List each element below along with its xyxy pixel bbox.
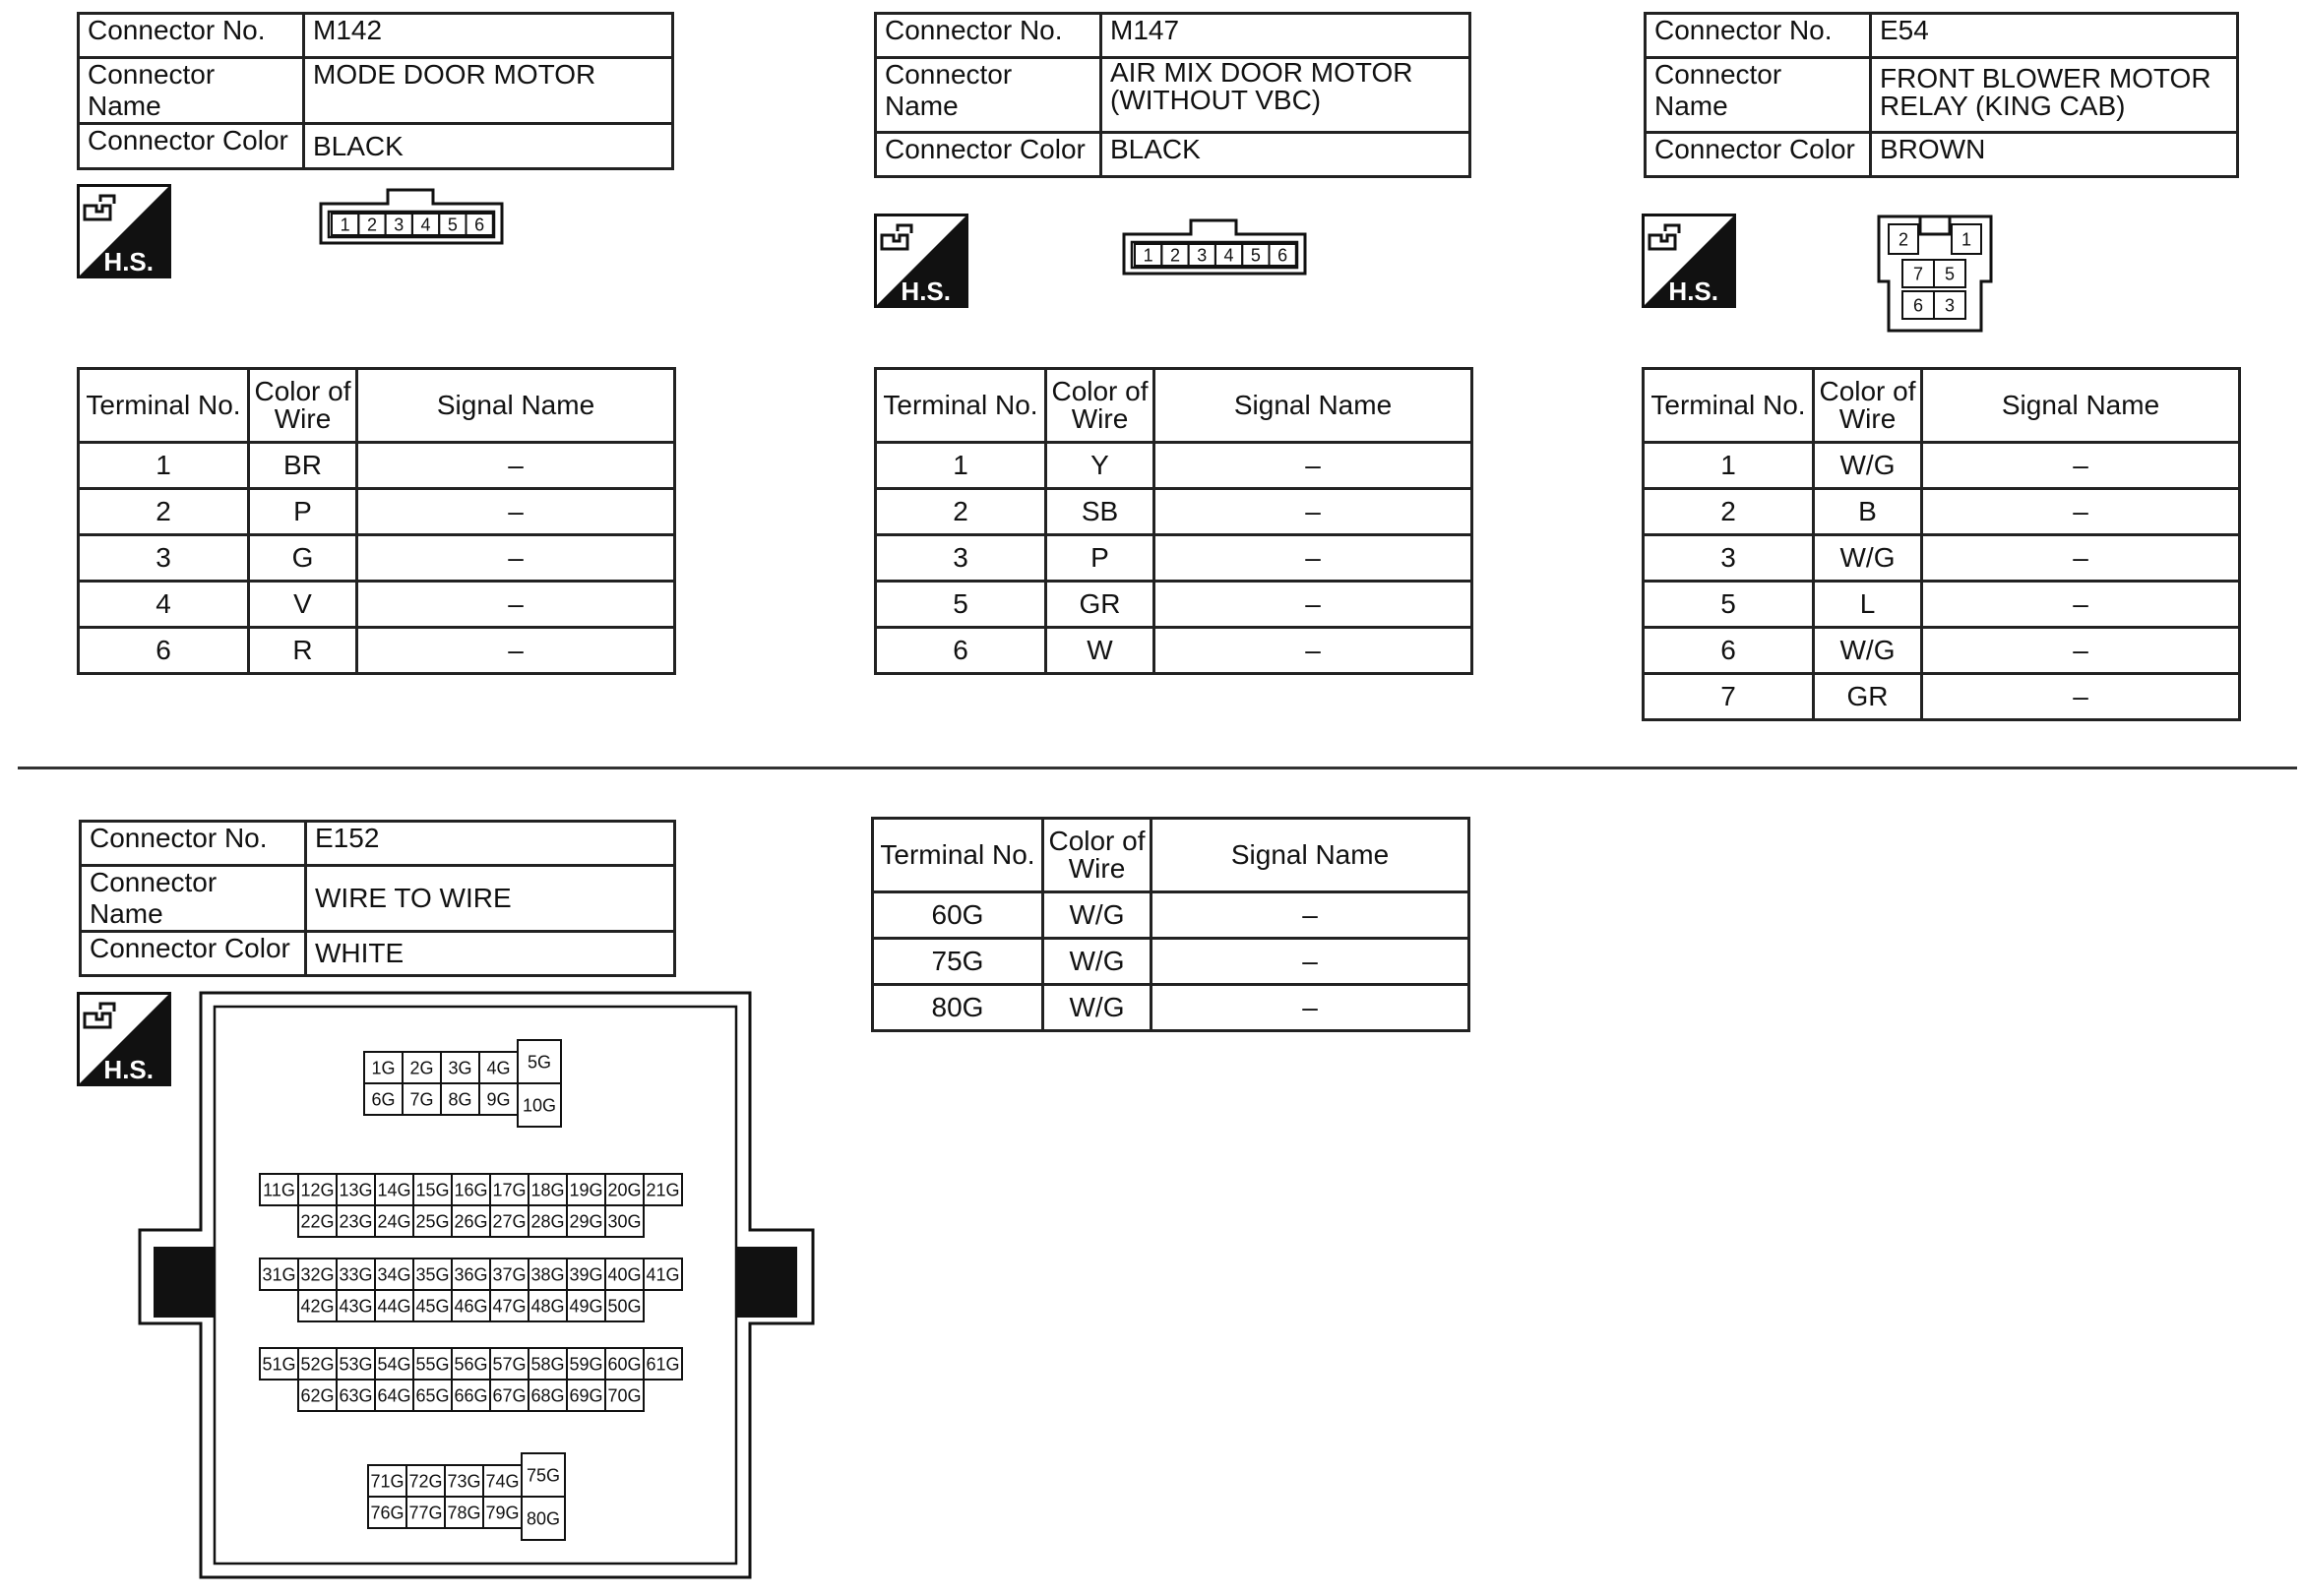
connector-info-e54: Connector No. E54 Connector Name FRONT BLOWER MOTOR RELAY (KING CAB) Connector Color BROWN (1644, 12, 2239, 178)
connector-no-value: M142 (304, 14, 673, 58)
harness-side-icon (1642, 214, 1736, 308)
pin-label: 65G (415, 1385, 450, 1406)
connector-name-label: Connector Name (876, 58, 1101, 133)
pin-label: 21G (646, 1180, 680, 1200)
connector-info-m142 (77, 12, 674, 170)
pin-label: 7 (1912, 264, 1924, 284)
pin-label: 59G (569, 1354, 603, 1375)
pin-label: 78G (447, 1503, 481, 1523)
pin-label: 12G (300, 1180, 335, 1200)
table-row: 4 V – (79, 582, 675, 628)
pin-label: 37G (492, 1264, 527, 1285)
pin-label: 9G (486, 1089, 511, 1110)
connector-name-label: Connector Name (79, 58, 304, 124)
pin-label: 1 (1143, 245, 1153, 266)
table-row: 5 GR – (876, 582, 1472, 628)
pin-label: 18G (530, 1180, 565, 1200)
pin-label: 42G (300, 1296, 335, 1317)
pin-label: 51G (262, 1354, 296, 1375)
connector-info-m147 (874, 12, 1471, 178)
pin-label: 15G (415, 1180, 450, 1200)
header-terminal: Terminal No. (79, 369, 249, 443)
hs-label: H.S. (103, 247, 154, 276)
pin-label: 45G (415, 1296, 450, 1317)
connector-no-label: Connector No. (876, 14, 1101, 58)
pin-label: 3 (394, 215, 405, 235)
header-signal: Signal Name (357, 369, 675, 443)
terminal-table-e152: Terminal No. Color of Wire Signal Name 60G W/G – 75G W/G – 80G W/G – (871, 817, 1470, 1032)
table-row: 1 BR – (79, 443, 675, 489)
pin-label: 79G (485, 1503, 520, 1523)
pin-label: 6 (1912, 295, 1924, 316)
pin-label: 41G (646, 1264, 680, 1285)
pin-label: 57G (492, 1354, 527, 1375)
pin-label: 55G (415, 1354, 450, 1375)
pin-label: 70G (607, 1385, 642, 1406)
pin-label: 5 (1250, 245, 1261, 266)
pin-label: 10G (522, 1095, 557, 1116)
pin-label: 17G (492, 1180, 527, 1200)
pin-label: 29G (569, 1211, 603, 1232)
table-row: 3 P – (876, 535, 1472, 582)
table-row: 2 P – (79, 489, 675, 535)
harness-side-icon (77, 184, 171, 278)
pin-label: 25G (415, 1211, 450, 1232)
pin-label: 75G (526, 1465, 561, 1486)
svg-text:H.S.: H.S. (901, 276, 951, 306)
table-row: 6 R – (79, 628, 675, 674)
pin-label: 5 (1944, 264, 1956, 284)
pin-label: 13G (339, 1180, 373, 1200)
pin-label: 2 (1169, 245, 1180, 266)
connector-face-e152 (136, 989, 817, 1581)
connector-name-value: MODE DOOR MOTOR (304, 58, 673, 124)
terminal-table-e54: Terminal No. Color of Wire Signal Name 1 W/G – 2 B – 3 W/G – 5 L – 6 W/G – 7 GR – (1642, 367, 2241, 721)
pin-label: 19G (569, 1180, 603, 1200)
table-row: 1 W/G – (1644, 443, 2240, 489)
pin-label: 60G (607, 1354, 642, 1375)
table-row: 75G W/G – (873, 939, 1469, 985)
pin-label: 46G (454, 1296, 488, 1317)
pin-label: 44G (377, 1296, 411, 1317)
pin-label: 23G (339, 1211, 373, 1232)
pin-label: 7G (409, 1089, 434, 1110)
pin-label: 71G (370, 1471, 405, 1492)
pin-label: 52G (300, 1354, 335, 1375)
pin-label: 38G (530, 1264, 565, 1285)
connector-name-value: AIR MIX DOOR MOTOR (WITHOUT VBC) (1101, 58, 1470, 133)
pin-label: 56G (454, 1354, 488, 1375)
connector-face-e54 (1875, 213, 1995, 335)
pin-label: 1 (340, 215, 350, 235)
pin-label: 77G (408, 1503, 443, 1523)
pin-label: 40G (607, 1264, 642, 1285)
table-row: 7 GR – (1644, 674, 2240, 720)
pin-label: 1G (371, 1058, 396, 1078)
pin-label: 27G (492, 1211, 527, 1232)
table-row: 80G W/G – (873, 985, 1469, 1031)
pin-label: 6G (371, 1089, 396, 1110)
pin-label: 24G (377, 1211, 411, 1232)
pin-label: 67G (492, 1385, 527, 1406)
table-row: 6 W – (876, 628, 1472, 674)
pin-label: 76G (370, 1503, 405, 1523)
pin-label: 43G (339, 1296, 373, 1317)
pin-label: 14G (377, 1180, 411, 1200)
pin-label: 4G (486, 1058, 511, 1078)
terminal-table-m147: Terminal No. Color of Wire Signal Name 1 Y – 2 SB – 3 P – 5 GR – 6 W – (874, 367, 1473, 675)
pin-label: 2 (366, 215, 377, 235)
pin-label: 49G (569, 1296, 603, 1317)
pin-label: 31G (262, 1264, 296, 1285)
pin-label: 3G (448, 1058, 472, 1078)
pin-label: 22G (300, 1211, 335, 1232)
connector-color-value: BLACK (304, 124, 673, 169)
section-divider (18, 767, 2297, 769)
pin-label: 72G (408, 1471, 443, 1492)
pin-label: 50G (607, 1296, 642, 1317)
table-row: 5 L – (1644, 582, 2240, 628)
pin-label: 63G (339, 1385, 373, 1406)
table-row: 1 Y – (876, 443, 1472, 489)
header-wire-color: Color of Wire (249, 369, 357, 443)
table-row: 3 W/G – (1644, 535, 2240, 582)
pin-label: 11G (263, 1180, 295, 1200)
pin-label: 35G (415, 1264, 450, 1285)
pin-label: 30G (607, 1211, 642, 1232)
pin-label: 58G (530, 1354, 565, 1375)
connector-color-value: BLACK (1101, 133, 1470, 177)
pin-label: 47G (492, 1296, 527, 1317)
pin-label: 73G (447, 1471, 481, 1492)
connector-no-label: Connector No. (79, 14, 304, 58)
pin-label: 68G (530, 1385, 565, 1406)
pin-label: 6 (474, 215, 485, 235)
pin-label: 2G (409, 1058, 434, 1078)
pin-label: 28G (530, 1211, 565, 1232)
pin-label: 34G (377, 1264, 411, 1285)
table-row: 6 W/G – (1644, 628, 2240, 674)
table-row: 3 G – (79, 535, 675, 582)
pin-label: 36G (454, 1264, 488, 1285)
pin-label: 5G (527, 1052, 552, 1073)
table-row: 2 B – (1644, 489, 2240, 535)
pin-label: 66G (454, 1385, 488, 1406)
pin-label: 74G (485, 1471, 520, 1492)
pin-label: 69G (569, 1385, 603, 1406)
pin-label: 2 (1898, 229, 1909, 250)
svg-text:H.S.: H.S. (1668, 276, 1718, 306)
pin-label: 33G (339, 1264, 373, 1285)
pin-label: 80G (526, 1508, 561, 1529)
svg-text:H.S.: H.S. (103, 1055, 154, 1084)
pin-label: 6 (1277, 245, 1288, 266)
table-row: 60G W/G – (873, 892, 1469, 939)
connector-info-e152: Connector No. E152 Connector Name WIRE TO WIRE Connector Color WHITE (79, 820, 676, 977)
pin-label: 4 (420, 215, 431, 235)
pin-label: 1 (1961, 229, 1972, 250)
pin-label: 26G (454, 1211, 488, 1232)
pin-label: 62G (300, 1385, 335, 1406)
terminal-table-m142 (77, 367, 676, 675)
table-row: 2 SB – (876, 489, 1472, 535)
pin-label: 3 (1944, 295, 1956, 316)
pin-label: 54G (377, 1354, 411, 1375)
pin-label: 3 (1197, 245, 1208, 266)
pin-label: 61G (646, 1354, 680, 1375)
pin-label: 39G (569, 1264, 603, 1285)
connector-color-label: Connector Color (876, 133, 1101, 177)
connector-color-label: Connector Color (79, 124, 304, 169)
pin-label: 8G (448, 1089, 472, 1110)
pin-label: 64G (377, 1385, 411, 1406)
pin-label: 16G (454, 1180, 488, 1200)
connector-no-value: M147 (1101, 14, 1470, 58)
pin-label: 48G (530, 1296, 565, 1317)
connector-face-m142 (317, 182, 506, 245)
pin-label: 4 (1223, 245, 1234, 266)
harness-side-icon (874, 214, 968, 308)
connector-face-m147 (1120, 213, 1309, 276)
pin-label: 53G (339, 1354, 373, 1375)
pin-label: 20G (607, 1180, 642, 1200)
pin-label: 32G (300, 1264, 335, 1285)
pin-label: 5 (447, 215, 458, 235)
